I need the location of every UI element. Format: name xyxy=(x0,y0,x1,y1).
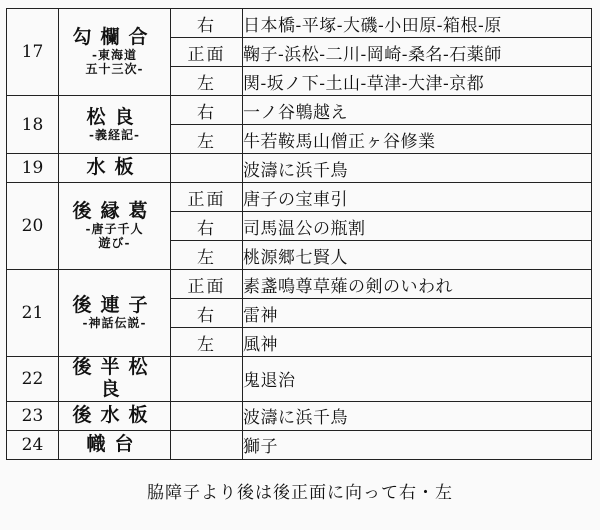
part-name: 松良 xyxy=(86,105,143,128)
part-name-cell xyxy=(59,430,171,459)
theme-label: -神話伝説- xyxy=(82,316,147,331)
theme-label-continued: 五十三次- xyxy=(85,61,144,76)
carving-subject: 波濤に浜千鳥 xyxy=(243,401,592,430)
side-label xyxy=(171,430,243,459)
item-number: 23 xyxy=(7,401,59,430)
carving-subject: 牛若鞍馬山僧正ヶ谷修業 xyxy=(243,125,592,154)
side-label: 左 xyxy=(171,67,243,96)
table-body xyxy=(7,9,592,460)
theme-label: -東海道 xyxy=(92,48,137,63)
table-row xyxy=(7,154,592,183)
side-label: 右 xyxy=(171,9,243,38)
carving-subject: 桃源郷七賢人 xyxy=(243,241,592,270)
item-number: 24 xyxy=(7,430,59,459)
part-name: 後縁葛 xyxy=(72,200,157,223)
item-number: 18 xyxy=(7,96,59,154)
side-label: 左 xyxy=(171,241,243,270)
part-name-cell xyxy=(59,154,171,183)
side-label xyxy=(171,357,243,402)
item-number: 21 xyxy=(7,270,59,357)
side-label: 右 xyxy=(171,212,243,241)
item-number: 17 xyxy=(7,9,59,96)
theme-label-continued: 遊び- xyxy=(98,235,131,250)
carving-subject: 波濤に浜千鳥 xyxy=(243,154,592,183)
part-name-cell xyxy=(59,270,171,357)
side-label: 左 xyxy=(171,125,243,154)
caption: 脇障子より後は後正面に向って右・左 xyxy=(147,483,453,503)
carving-subject: 関-坂ノ下-土山-草津-大津-京都 xyxy=(243,67,592,96)
side-label: 右 xyxy=(171,299,243,328)
side-label: 正面 xyxy=(171,270,243,299)
part-name-cell xyxy=(59,183,171,270)
carving-subject: 鬼退治 xyxy=(243,357,592,402)
item-number: 20 xyxy=(7,183,59,270)
part-name: 後連子 xyxy=(72,294,157,317)
carving-subject: 鞠子-浜松-二川-岡崎-桑名-石薬師 xyxy=(243,38,592,67)
carving-subject: 一ノ谷鵯越え xyxy=(243,96,592,125)
part-name-cell xyxy=(59,9,171,96)
table-row xyxy=(7,430,592,459)
item-number: 22 xyxy=(7,357,59,402)
carving-subject: 風神 xyxy=(243,328,592,357)
carving-subject: 唐子の宝車引 xyxy=(243,183,592,212)
side-label: 右 xyxy=(171,96,243,125)
table-row xyxy=(7,401,592,430)
part-name: 後水板 xyxy=(72,403,157,426)
part-name-cell xyxy=(59,357,171,402)
part-name-cell xyxy=(59,96,171,154)
side-label xyxy=(171,401,243,430)
float-decoration-table xyxy=(6,8,592,460)
table-row xyxy=(7,183,592,212)
part-name-cell xyxy=(59,401,171,430)
table-row xyxy=(7,357,592,402)
part-name: 後半松良 xyxy=(72,356,157,400)
part-name: 水板 xyxy=(86,156,143,179)
theme-label: -唐子千人 xyxy=(85,222,144,237)
side-label: 左 xyxy=(171,328,243,357)
table-row xyxy=(7,96,592,125)
item-number: 19 xyxy=(7,154,59,183)
table-row xyxy=(7,270,592,299)
carving-subject: 素盞鳴尊草薙の剣のいわれ xyxy=(243,270,592,299)
part-name: 勾欄合 xyxy=(72,26,157,49)
carving-subject: 獅子 xyxy=(243,430,592,459)
carving-subject: 司馬温公の瓶割 xyxy=(243,212,592,241)
carving-subject: 雷神 xyxy=(243,299,592,328)
table-row xyxy=(7,9,592,38)
side-label xyxy=(171,154,243,183)
theme-label: -義経記- xyxy=(89,127,140,142)
side-label: 正面 xyxy=(171,38,243,67)
side-label: 正面 xyxy=(171,183,243,212)
part-name: 幟台 xyxy=(86,432,143,455)
carving-subject: 日本橋-平塚-大磯-小田原-箱根-原 xyxy=(243,9,592,38)
